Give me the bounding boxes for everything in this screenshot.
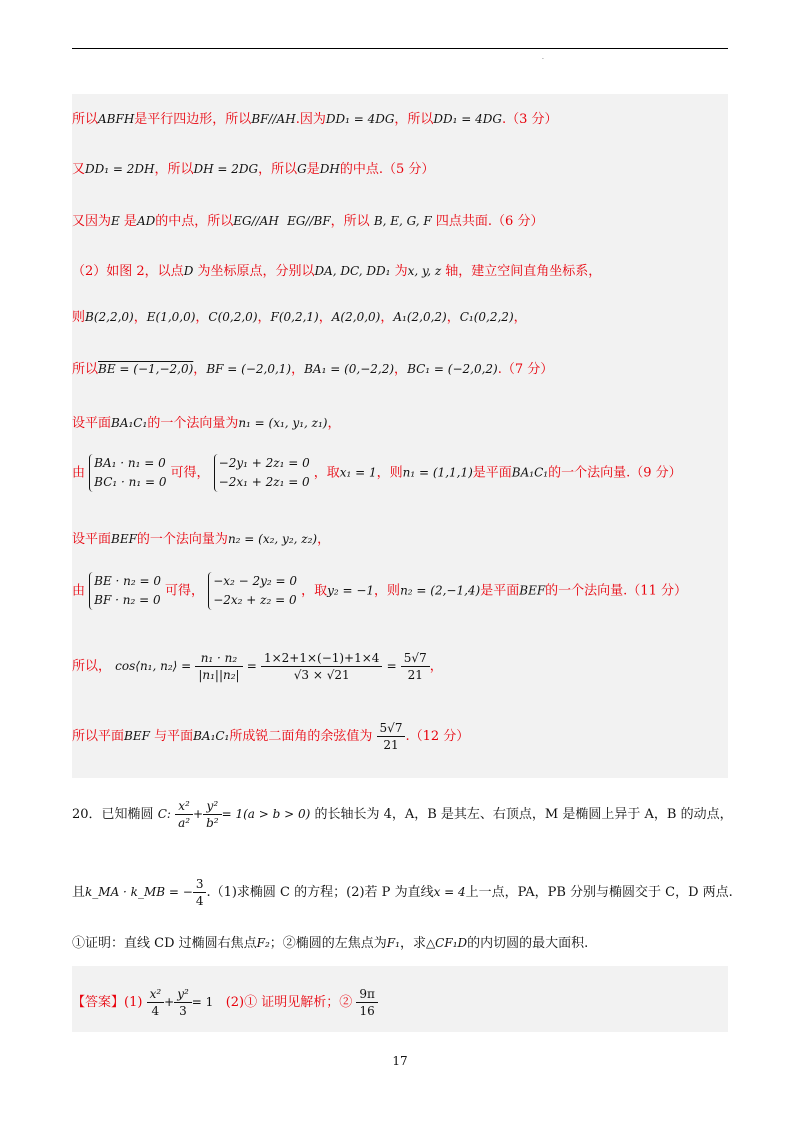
math: n₁ = (1,1,1) [402, 465, 473, 480]
math: DD₁ = 4DG [325, 112, 395, 126]
solution-line-1 [72, 108, 558, 127]
text: 所以平面 [72, 729, 125, 744]
math: BEF [124, 729, 150, 743]
text: 的长轴长为 4，A，B 是其左、右顶点，M 是椭圆上异于 A，B 的动点， [314, 807, 733, 822]
solution-line-7 [72, 412, 341, 431]
question-line-1 [72, 798, 733, 831]
numerator: 3 [193, 876, 207, 893]
text: ，求 [399, 936, 426, 951]
equation: BA₁ · n₁ = 0 [94, 456, 166, 470]
text: ；②椭圆的左焦点为 [269, 936, 387, 951]
text: 的一个法向量.（11 分） [545, 583, 687, 599]
answer-label: 【答案】(1) [72, 995, 143, 1010]
text: 的一个法向量.（9 分） [548, 465, 682, 481]
math: = 1 [191, 995, 214, 1009]
equation-system [214, 454, 314, 492]
text: ，则 [374, 583, 401, 599]
math: y₂ = −1 [327, 583, 375, 598]
text: 设平面 [72, 416, 112, 431]
math: k_MA · k_MB = − [85, 885, 193, 899]
text: 的内切圆的最大面积. [467, 936, 589, 951]
solution-line-2 [72, 158, 434, 177]
math: DD₁ = 4DG [433, 112, 502, 126]
math: BF = (−2,0,1) [206, 362, 292, 376]
math: E(1,0,0) [146, 310, 196, 324]
solution-block [72, 94, 728, 778]
math: F(0,2,1) [270, 310, 319, 324]
text: ，所以 [394, 112, 434, 127]
equation: −2y₁ + 2z₁ = 0 [218, 456, 310, 470]
solution-line-10 [72, 572, 687, 610]
denominator: b² [206, 816, 219, 830]
solution-line-6: 所以BE = (−1,−2,0)，BF = (−2,0,1)，BA₁ = (0,−2,2)，BC₁ = (−2,0,2).（7 分） [72, 362, 554, 377]
math: + [164, 995, 175, 1009]
text: ，取 [301, 583, 328, 599]
solution-line-11 [72, 650, 443, 683]
fraction [147, 986, 165, 1019]
math: BA₁ = (0,−2,2) [304, 362, 395, 376]
fraction [193, 876, 207, 909]
solution-line-4 [72, 260, 601, 279]
numerator: y² [174, 986, 192, 1003]
text: .因为 [295, 112, 326, 127]
fraction [377, 720, 406, 753]
numerator: x² [147, 986, 165, 1003]
math: x, y, z [407, 264, 442, 278]
math: = [246, 659, 257, 673]
numerator: 5√7 [377, 720, 406, 737]
answer-line [72, 986, 378, 1019]
math: EG//BF [287, 214, 331, 228]
text: 设平面 [72, 532, 112, 547]
math: cos⟨n₁, n₂⟩ = [115, 659, 192, 673]
math: BEF [519, 583, 546, 598]
math: B(2,2,0) [85, 310, 134, 324]
numerator: 5√7 [401, 650, 430, 667]
equation-system [208, 572, 301, 610]
text: 的中点.（5 分） [339, 162, 435, 177]
fraction [175, 798, 193, 831]
math: BA₁C₁ [111, 416, 148, 430]
answer-block [72, 966, 728, 1032]
text: .（12 分） [405, 729, 470, 744]
math: x = 4 [433, 885, 466, 899]
numerator: 9π [356, 986, 378, 1003]
math: AD [136, 214, 156, 228]
solution-line-5: 则B(2,2,0)，E(1,0,0)，C(0,2,0)，F(0,2,1)，A(2,0,0)，A₁(2,0,2)，C₁(0,2,2)， [72, 310, 527, 325]
text: 是平面 [480, 583, 520, 599]
math: F₂ [256, 936, 270, 950]
math: n₂ = (x₂, y₂, z₂) [227, 532, 318, 546]
math: + [193, 807, 204, 821]
text: .（3 分） [502, 112, 558, 127]
math: B, E, G, F [373, 214, 432, 228]
text: 由 [72, 465, 86, 481]
math: = 1(a > b > 0) [221, 807, 311, 821]
text: 的一个法向量为 [136, 532, 228, 547]
text: 由 [72, 583, 86, 599]
math: EG//AH [233, 214, 279, 228]
header-dot: · [542, 56, 544, 63]
equation: BF · n₂ = 0 [94, 593, 161, 607]
text: 的一个法向量为 [147, 416, 239, 431]
text: 是平面 [472, 465, 512, 481]
equation: −2x₁ + 2z₁ = 0 [218, 475, 310, 489]
math: C: [157, 807, 171, 821]
numerator: y² [203, 798, 222, 815]
math: BEF [111, 532, 137, 546]
equation: −2x₂ + z₂ = 0 [213, 593, 297, 607]
math: F₁ [386, 936, 400, 950]
text: 可得， [165, 583, 205, 599]
text: 且 [72, 885, 86, 900]
text: ， [327, 416, 341, 431]
denominator: 4 [195, 894, 204, 908]
math: E [111, 214, 120, 228]
text: 轴，建立空间直角坐标系， [445, 264, 602, 279]
text: 为 [394, 264, 408, 279]
denominator: 4 [151, 1004, 160, 1018]
text: .（7 分） [497, 362, 554, 377]
text: 上一点，PA，PB 分别与椭圆交于 C，D 两点. [465, 885, 733, 900]
fraction [261, 650, 383, 683]
math: x₁ = 1 [339, 465, 377, 480]
denominator: a² [178, 816, 191, 830]
text: 是 [123, 214, 137, 229]
math: G [297, 162, 307, 176]
math: BE = (−1,−2,0) [98, 362, 194, 376]
text: ①证明：直线 CD 过椭圆右焦点 [72, 936, 257, 951]
math: D [183, 264, 194, 278]
text: ， [317, 532, 331, 547]
fraction [174, 986, 192, 1019]
math: DH [319, 162, 340, 176]
question-line-3 [72, 932, 588, 951]
text: 是平行四边形，所以 [134, 112, 252, 127]
math: ABFH [98, 112, 135, 126]
math: = [386, 659, 397, 673]
equation-system [89, 454, 170, 492]
text: ，所以 [258, 162, 298, 177]
question-line-2 [72, 876, 733, 909]
text: 为坐标原点，分别以 [197, 264, 315, 279]
text: ， [193, 362, 207, 377]
math: BA₁C₁ [193, 729, 230, 743]
text: 的中点，所以 [155, 214, 234, 229]
equation: BC₁ · n₁ = 0 [94, 475, 167, 489]
text: ，则 [376, 465, 403, 481]
text: ，所以 [154, 162, 194, 177]
text: ， [133, 310, 147, 325]
header-rule [72, 48, 728, 49]
question-number: 20．已知椭圆 [72, 807, 154, 822]
text: (2)① 证明见解析；② [225, 995, 353, 1010]
text: 所以， [72, 659, 112, 674]
text: （2）如图 2，以点 [72, 264, 184, 279]
math: C(0,2,0) [208, 310, 258, 324]
math: △CF₁D [425, 936, 468, 950]
text: .（1)求椭圆 C 的方程；(2)若 P 为直线 [206, 885, 434, 900]
text: ，所以 [330, 214, 370, 229]
solution-line-9 [72, 528, 330, 547]
fraction [401, 650, 430, 683]
math: DH = 2DG [193, 162, 259, 176]
text: ， [513, 310, 527, 325]
denominator: 21 [383, 738, 399, 752]
page-number: 17 [392, 1054, 408, 1068]
solution-line-3 [72, 210, 543, 229]
math: A(2,0,0) [331, 310, 381, 324]
text: 可得， [170, 465, 210, 481]
fraction [356, 986, 378, 1019]
math: A₁(2,0,2) [393, 310, 447, 324]
text: 所成锐二面角的余弦值为 [229, 729, 373, 744]
equation-system [89, 572, 165, 610]
math: n₂ = (2,−1,4) [400, 583, 481, 598]
text: 则 [72, 310, 86, 325]
text: 四点共面.（6 分） [435, 214, 544, 229]
equation: −x₂ − 2y₂ = 0 [213, 574, 298, 588]
text: 与平面 [154, 729, 194, 744]
denominator: √3 × √21 [293, 668, 350, 682]
text: 又 [72, 162, 86, 177]
math: n₁ = (x₁, y₁, z₁) [238, 416, 328, 430]
text: 所以 [72, 362, 99, 377]
numerator: n₁ · n₂ [195, 650, 242, 667]
fraction [203, 798, 222, 831]
solution-line-8 [72, 454, 682, 492]
numerator: 1×2+1×(−1)+1×4 [261, 650, 383, 667]
math: BC₁ = (−2,0,2) [407, 362, 498, 376]
denominator: 3 [179, 1004, 187, 1018]
math: BF//AH [251, 112, 296, 126]
solution-line-12 [72, 720, 469, 753]
denominator: 21 [407, 668, 423, 682]
denominator: |n₁||n₂| [198, 668, 240, 682]
text: 是 [306, 162, 320, 177]
text: ，取 [313, 465, 340, 481]
text: 所以 [72, 112, 99, 127]
text: 又因为 [72, 214, 112, 229]
text: ， [429, 659, 443, 674]
math: BA₁C₁ [511, 465, 549, 480]
math: C₁(0,2,2) [459, 310, 514, 324]
equation: BE · n₂ = 0 [94, 574, 162, 588]
math: DA, DC, DD₁ [314, 264, 391, 278]
math: DD₁ = 2DH [85, 162, 155, 176]
denominator: 16 [359, 1004, 375, 1018]
fraction [195, 650, 242, 683]
numerator: x² [175, 798, 193, 815]
